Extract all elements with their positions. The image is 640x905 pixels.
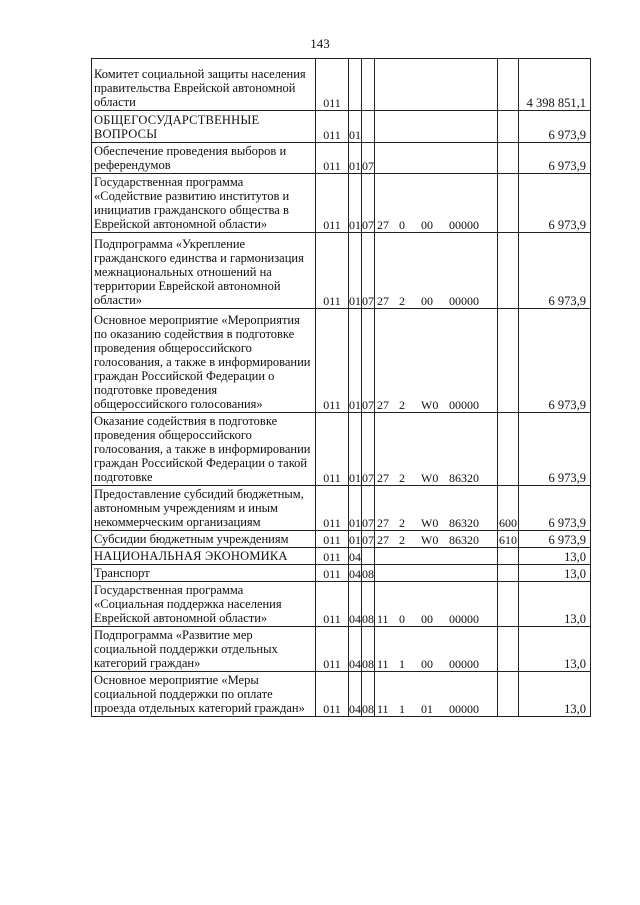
ved-code: 011 xyxy=(316,233,349,309)
target-article-part: 1 xyxy=(399,657,405,671)
table-row xyxy=(92,143,591,174)
page-number: 143 xyxy=(310,36,330,51)
ved-code: 011 xyxy=(316,143,349,174)
subsection-code xyxy=(362,59,375,111)
row-name: Предоставление субсидий бюджетным, автономным учреждениям и иным некоммерческим организациям xyxy=(92,486,316,531)
target-article-part: 2 xyxy=(399,294,405,308)
amount-value: 6 973,9 xyxy=(519,111,591,143)
subsection-code: 08 xyxy=(362,672,375,717)
target-article-code xyxy=(375,486,498,531)
target-article-code xyxy=(375,582,498,627)
section-code: 01 xyxy=(349,413,362,486)
target-article-part: 11 xyxy=(377,612,389,626)
subsection-code: 08 xyxy=(362,627,375,672)
target-article-part: 86320 xyxy=(449,516,479,530)
subsection-code: 07 xyxy=(362,413,375,486)
subsection-code xyxy=(362,548,375,565)
section-code: 04 xyxy=(349,565,362,582)
target-article-part: W0 xyxy=(421,516,439,530)
ved-code: 011 xyxy=(316,309,349,413)
section-code xyxy=(349,59,362,111)
target-article-part: 27 xyxy=(377,516,389,530)
ved-code: 011 xyxy=(316,59,349,111)
ved-code: 011 xyxy=(316,531,349,548)
target-article-part: W0 xyxy=(421,398,439,412)
target-article-part: 00000 xyxy=(449,294,479,308)
target-article-code xyxy=(375,672,498,717)
subsection-code: 08 xyxy=(362,582,375,627)
subsection-code: 07 xyxy=(362,174,375,233)
target-article-part: 00000 xyxy=(449,218,479,232)
section-code: 01 xyxy=(349,143,362,174)
target-article-code xyxy=(375,174,498,233)
table-row xyxy=(92,309,591,413)
target-article-part: 27 xyxy=(377,398,389,412)
row-name: Оказание содействия в подготовке проведения общероссийского голосования, а также в информировании граждан Российской Федерации о такой подготовке xyxy=(92,413,316,486)
section-code: 01 xyxy=(349,531,362,548)
expense-type-code: 610 xyxy=(498,531,519,548)
amount-value: 6 973,9 xyxy=(519,309,591,413)
subsection-code: 07 xyxy=(362,486,375,531)
amount-value: 13,0 xyxy=(519,565,591,582)
target-article-part: 0 xyxy=(399,218,405,232)
amount-value: 6 973,9 xyxy=(519,486,591,531)
ved-code: 011 xyxy=(316,111,349,143)
amount-value: 6 973,9 xyxy=(519,143,591,174)
ved-code: 011 xyxy=(316,413,349,486)
ved-code: 011 xyxy=(316,565,349,582)
target-article-part: 00 xyxy=(421,294,433,308)
table-row xyxy=(92,627,591,672)
expense-type-code xyxy=(498,111,519,143)
amount-value: 13,0 xyxy=(519,548,591,565)
subsection-code: 07 xyxy=(362,531,375,548)
expense-type-code xyxy=(498,548,519,565)
table-row xyxy=(92,565,591,582)
target-article-code xyxy=(375,143,498,174)
row-name: Подпрограмма «Развитие мер социальной поддержки отдельных категорий граждан» xyxy=(92,627,316,672)
target-article-part: 00 xyxy=(421,218,433,232)
target-article-code xyxy=(375,233,498,309)
section-code: 04 xyxy=(349,627,362,672)
table-row xyxy=(92,233,591,309)
target-article-part: 86320 xyxy=(449,533,479,547)
ved-code: 011 xyxy=(316,627,349,672)
target-article-part: 2 xyxy=(399,533,405,547)
row-name: НАЦИОНАЛЬНАЯ ЭКОНОМИКА xyxy=(92,548,316,565)
amount-value: 6 973,9 xyxy=(519,174,591,233)
target-article-code xyxy=(375,548,498,565)
target-article-part: 27 xyxy=(377,533,389,547)
expense-type-code xyxy=(498,627,519,672)
subsection-code xyxy=(362,111,375,143)
amount-value: 6 973,9 xyxy=(519,413,591,486)
target-article-code xyxy=(375,111,498,143)
target-article-part: 00000 xyxy=(449,612,479,626)
target-article-part: 00000 xyxy=(449,702,479,716)
target-article-part: 86320 xyxy=(449,471,479,485)
expense-type-code xyxy=(498,565,519,582)
amount-value: 13,0 xyxy=(519,672,591,717)
ved-code: 011 xyxy=(316,672,349,717)
target-article-part: 27 xyxy=(377,294,389,308)
section-code: 01 xyxy=(349,233,362,309)
subsection-code: 07 xyxy=(362,233,375,309)
expense-type-code xyxy=(498,413,519,486)
budget-table xyxy=(91,58,591,717)
section-code: 04 xyxy=(349,672,362,717)
row-name: Комитет социальной защиты населения правительства Еврейской автономной области xyxy=(92,59,316,111)
expense-type-code xyxy=(498,143,519,174)
ved-code: 011 xyxy=(316,582,349,627)
row-name: Основное мероприятие «Мероприятия по оказанию содействия в подготовке проведения общероссийского голосования, а также в информировании граждан Российской Федерации о подготовке проведения общероссийского голосования» xyxy=(92,309,316,413)
target-article-part: 11 xyxy=(377,657,389,671)
subsection-code: 07 xyxy=(362,143,375,174)
target-article-part: 00 xyxy=(421,612,433,626)
subsection-code: 07 xyxy=(362,309,375,413)
target-article-part: 2 xyxy=(399,471,405,485)
target-article-part: 1 xyxy=(399,702,405,716)
amount-value: 13,0 xyxy=(519,582,591,627)
table-row xyxy=(92,413,591,486)
target-article-part: 11 xyxy=(377,702,389,716)
target-article-code xyxy=(375,627,498,672)
target-article-part: 00000 xyxy=(449,657,479,671)
target-article-part: 27 xyxy=(377,471,389,485)
row-name: Государственная программа «Содействие развитию институтов и инициатив гражданского общества в Еврейской автономной области» xyxy=(92,174,316,233)
ved-code: 011 xyxy=(316,486,349,531)
amount-value: 6 973,9 xyxy=(519,233,591,309)
target-article-code xyxy=(375,531,498,548)
target-article-part: W0 xyxy=(421,471,439,485)
target-article-code xyxy=(375,413,498,486)
table-row xyxy=(92,582,591,627)
target-article-code xyxy=(375,309,498,413)
target-article-part: W0 xyxy=(421,533,439,547)
table-row xyxy=(92,548,591,565)
row-name: Основное мероприятие «Меры социальной поддержки по оплате проезда отдельных категорий граждан» xyxy=(92,672,316,717)
target-article-part: 27 xyxy=(377,218,389,232)
target-article-code xyxy=(375,59,498,111)
row-name: ОБЩЕГОСУДАРСТВЕННЫЕ ВОПРОСЫ xyxy=(92,111,316,143)
section-code: 04 xyxy=(349,582,362,627)
row-name: Транспорт xyxy=(92,565,316,582)
table-row xyxy=(92,111,591,143)
table-row xyxy=(92,59,591,111)
expense-type-code xyxy=(498,582,519,627)
subsection-code: 08 xyxy=(362,565,375,582)
row-name: Государственная программа «Социальная поддержка населения Еврейской автономной области» xyxy=(92,582,316,627)
target-article-part: 2 xyxy=(399,516,405,530)
amount-value: 13,0 xyxy=(519,627,591,672)
row-name: Обеспечение проведения выборов и референдумов xyxy=(92,143,316,174)
expense-type-code xyxy=(498,672,519,717)
target-article-code xyxy=(375,565,498,582)
row-name: Подпрограмма «Укрепление гражданского единства и гармонизация межнациональных отношений на территории Еврейской автономной области» xyxy=(92,233,316,309)
table-row xyxy=(92,672,591,717)
expense-type-code: 600 xyxy=(498,486,519,531)
ved-code: 011 xyxy=(316,548,349,565)
target-article-part: 00 xyxy=(421,657,433,671)
amount-value: 6 973,9 xyxy=(519,531,591,548)
table-row xyxy=(92,174,591,233)
section-code: 04 xyxy=(349,548,362,565)
table-row xyxy=(92,486,591,531)
expense-type-code xyxy=(498,233,519,309)
section-code: 01 xyxy=(349,309,362,413)
expense-type-code xyxy=(498,59,519,111)
target-article-part: 01 xyxy=(421,702,433,716)
amount-value: 4 398 851,1 xyxy=(519,59,591,111)
expense-type-code xyxy=(498,174,519,233)
target-article-part: 00000 xyxy=(449,398,479,412)
ved-code: 011 xyxy=(316,174,349,233)
row-name: Субсидии бюджетным учреждениям xyxy=(92,531,316,548)
expense-type-code xyxy=(498,309,519,413)
target-article-part: 2 xyxy=(399,398,405,412)
section-code: 01 xyxy=(349,174,362,233)
section-code: 01 xyxy=(349,111,362,143)
section-code: 01 xyxy=(349,486,362,531)
target-article-part: 0 xyxy=(399,612,405,626)
table-row xyxy=(92,531,591,548)
